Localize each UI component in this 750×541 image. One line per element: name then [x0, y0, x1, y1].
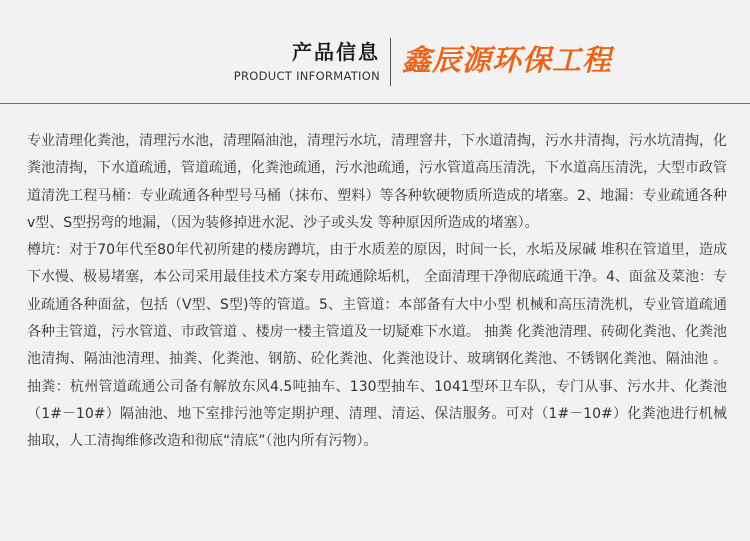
page-header	[0, 0, 750, 104]
description-paragraph: 樽坑：对于70年代至80年代初所建的楼房蹲坑，由于水质差的原因，时间一长，水垢及尿碱 堆积在管道里，造成下水慢、极易堵塞，本公司采用最佳技术方案专用疏通除垢机， 全面清理干净彻底疏通干净。4、面盆及菜池：专业疏通各种面盆，包括（V型、S型)等的管道。5、主管道：本部备有大中小型 机械和高压清洗机，专业管道疏通各种主管道，污水管道、市政管道 、楼房一楼主管道及一切疑难下水道。 抽粪 化粪池清理、砖砌化粪池、化粪池池清掏、隔油池清理、抽粪、化粪池、钢筋、砼化粪池、化粪池设计、玻璃钢化粪池、不锈钢化粪池、隔油池 。抽粪：杭州管道疏通公司备有解放东风4.5吨抽车、130型抽车、1041型环卫车队，专门从事、污水井、化粪池（1#－10#）隔油池、地下室排污池等定期护理、清理、清运、保洁服务。可对（1#－10#）化粪池进行机械抽取，人工清掏维修改造和彻底“清底”（池内所有污物）。	[27, 242, 727, 450]
description-paragraph: 专业清理化粪池，清理污水池，清理隔油池，清理污水坑，清理窨井，下水道清掏，污水井清掏，污水坑清掏，化粪池清掏，下水道疏通，管道疏通，化粪池疏通，污水池疏通，污水管道高压清洗，下水道高压清洗，大型市政管道清洗工程马桶：专业疏通各种型号马桶（抹布、塑料）等各种软硬物质所造成的堵塞。2、地漏：专业疏通各种v型、S型拐弯的地漏，（因为装修掉进水泥、沙子或头发 等种原因所造成的堵塞）。	[27, 133, 727, 231]
section-subtitle: PRODUCT INFORMATION	[233, 69, 380, 83]
product-description	[27, 128, 727, 456]
brand-name: 鑫辰源环保工程	[402, 43, 613, 77]
section-title: 产品信息	[292, 40, 380, 64]
section-rule	[0, 103, 750, 104]
header-divider	[390, 38, 391, 86]
